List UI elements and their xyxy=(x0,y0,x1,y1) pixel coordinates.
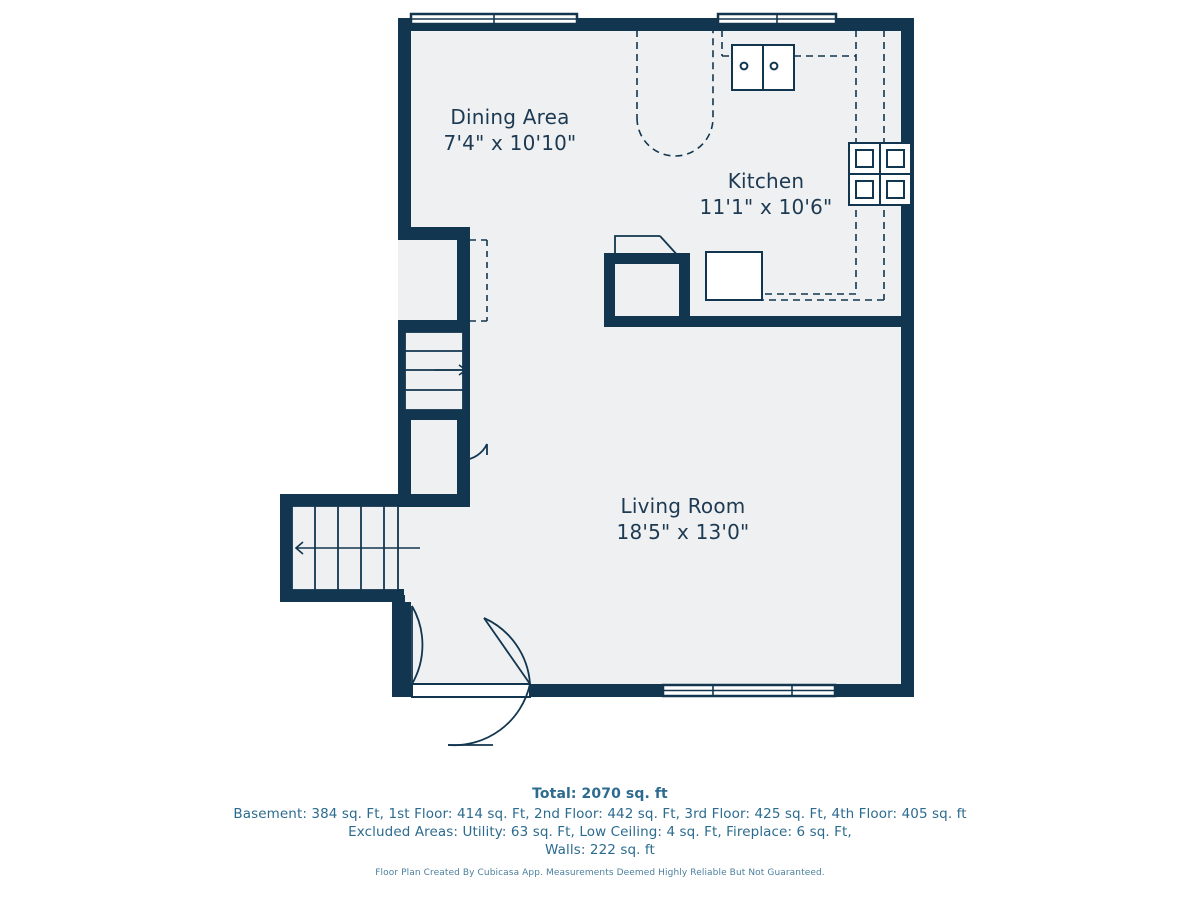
room-label-living-room xyxy=(617,493,750,545)
room-dimensions: 7'4" x 10'10" xyxy=(443,131,577,155)
area-breakdown-line-2: Excluded Areas: Utility: 63 sq. Ft, Low Ceiling: 4 sq. Ft, Fireplace: 6 sq. Ft, xyxy=(348,824,852,840)
room-label-dining-area xyxy=(444,104,577,156)
stairs-upper xyxy=(405,332,466,410)
window-bottom xyxy=(663,685,835,696)
area-breakdown xyxy=(0,806,1200,858)
room-dimensions: 18'5" x 13'0" xyxy=(616,520,750,544)
area-summary-footer xyxy=(0,786,1200,878)
room-name: Kitchen xyxy=(727,169,805,193)
disclaimer-text: Floor Plan Created By Cubicasa App. Measurements Deemed Highly Reliable But Not Guaranteed. xyxy=(375,868,825,878)
room-dimensions: 11'1" x 10'6" xyxy=(699,195,833,219)
area-breakdown-line-1: Basement: 384 sq. Ft, 1st Floor: 414 sq. Ft, 2nd Floor: 442 sq. Ft, 3rd Floor: 425 sq. Ft, 4th Floor: 405 sq. ft xyxy=(233,806,967,822)
room-label-kitchen xyxy=(700,168,833,220)
window-top-right xyxy=(718,14,836,24)
room-name: Dining Area xyxy=(450,105,570,129)
area-breakdown-line-3: Walls: 222 sq. ft xyxy=(545,842,655,858)
room-name: Living Room xyxy=(620,494,746,518)
kitchen-sink-icon xyxy=(732,45,794,90)
window-top-left xyxy=(411,14,577,24)
stove-icon xyxy=(849,143,911,205)
total-area-text: Total: 2070 sq. ft xyxy=(532,786,668,802)
refrigerator-icon xyxy=(706,252,762,300)
